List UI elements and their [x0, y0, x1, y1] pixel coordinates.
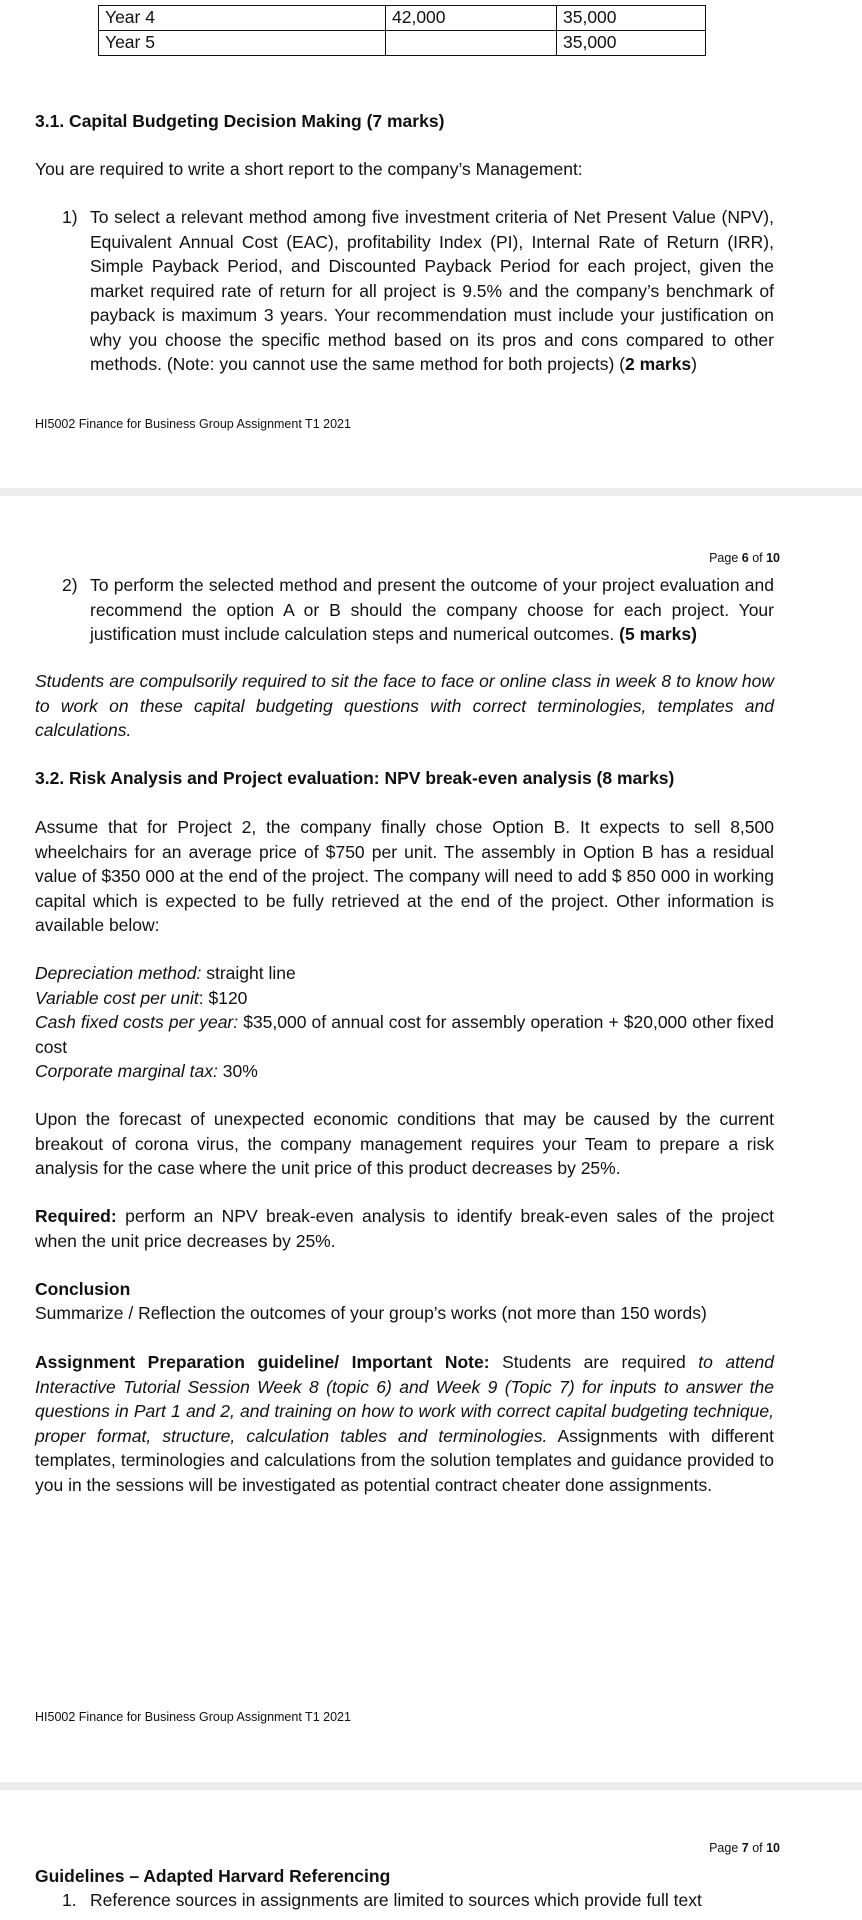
list-item-close: )	[691, 354, 697, 374]
tax-line: Corporate marginal tax: 30%	[35, 1061, 258, 1081]
section-heading-3-2: 3.2. Risk Analysis and Project evaluation: NPV break-even analysis (8 marks)	[35, 768, 675, 788]
list-number: 1)	[62, 207, 78, 227]
section-heading-3-1: 3.1. Capital Budgeting Decision Making (7 marks)	[35, 111, 445, 131]
page-7	[0, 1790, 862, 1920]
table-cell-year: Year 4	[99, 6, 386, 31]
table-cell-option-b: 35,000	[557, 6, 706, 31]
conclusion-text: Summarize / Reflection the outcomes of your group’s works (not more than 150 words)	[35, 1303, 707, 1323]
depreciation-line: Depreciation method: straight line	[35, 963, 296, 983]
referencing-item-1	[62, 1888, 774, 1913]
marks-label: 2 marks	[625, 354, 692, 374]
list-number: 2)	[62, 575, 78, 595]
marks-label: (5 marks)	[619, 624, 697, 644]
assumptions-list	[35, 961, 774, 1084]
page-footer: HI5002 Finance for Business Group Assignment T1 2021	[35, 417, 351, 431]
cash-flow-table	[98, 5, 706, 56]
students-note: Students are compulsorily required to sit the face to face or online class in week 8 to know how to work on these capital budgeting questions with correct terminologies, templates and calculations.	[35, 671, 774, 740]
table-cell-year: Year 5	[99, 31, 386, 56]
list-item-text: To select a relevant method among five investment criteria of Net Present Value (NPV), Equivalent Annual Cost (EAC), profitability Index (PI), Internal Rate of Return (IRR), Simple Payback Period, and Discounted Payback Period for each project, given the market required rate of return for all project is 9.5% and the company’s benchmark of payback is maximum 3 years. Your recommendation must include your justification on why you choose the specific method based on its pros and cons compared to other methods. (Note: you cannot use the same method for both projects) (	[90, 207, 774, 374]
scenario-paragraph: Assume that for Project 2, the company finally chose Option B. It expects to sell 8,500 wheelchairs for an average price of $750 per unit. The assembly in Option B has a residual value of $350 000 at the end of the project. The company will need to add $ 850 000 in working capital which is expected to be fully retrieved at the end of the project. Other information is available below:	[35, 817, 774, 935]
list-item-1	[62, 205, 774, 377]
list-number: 1.	[62, 1890, 77, 1910]
page-separator	[0, 1782, 862, 1790]
page-number: Page 7 of 10	[709, 1841, 780, 1855]
referencing-heading: Guidelines – Adapted Harvard Referencing	[35, 1866, 391, 1886]
conclusion-heading: Conclusion	[35, 1279, 131, 1299]
risk-paragraph: Upon the forecast of unexpected economic conditions that may be caused by the current breakout of corona virus, the company management requires your Team to prepare a risk analysis for the case where the unit price of this product decreases by 25%.	[35, 1109, 774, 1178]
list-item-text: Reference sources in assignments are limited to sources which provide full text	[90, 1890, 702, 1910]
page-separator	[0, 488, 862, 496]
table-row	[99, 31, 706, 56]
page-5	[0, 0, 862, 488]
table-cell-option-a: 42,000	[386, 6, 557, 31]
list-item-text: To perform the selected method and present the outcome of your project evaluation and recommend the option A or B should the company choose for each project. Your justification must include calculation steps and numerical outcomes.	[90, 575, 774, 644]
page-6	[0, 496, 862, 1782]
preparation-guideline: Assignment Preparation guideline/ Important Note: Students are required to attend Interactive Tutorial Session Week 8 (topic 6) and Week 9 (Topic 7) for inputs to answer the questions in Part 1 and 2, and training on how to work with correct capital budgeting technique, proper format, structure, calculation tables and terminologies. Assignments with different templates, terminologies and calculations from the solution templates and guidance provided to you in the sessions will be investigated as potential contract cheater done assignments.	[35, 1352, 774, 1495]
section-intro: You are required to write a short report to the company’s Management:	[35, 159, 583, 179]
page-footer: HI5002 Finance for Business Group Assignment T1 2021	[35, 1710, 351, 1724]
variable-cost-line: Variable cost per unit: $120	[35, 987, 248, 1008]
fixed-cost-line: Cash fixed costs per year: $35,000 of annual cost for assembly operation + $20,000 other fixed cost	[35, 1012, 775, 1057]
required-paragraph: Required: perform an NPV break-even analysis to identify break-even sales of the project when the unit price decreases by 25%.	[35, 1206, 774, 1251]
table-cell-option-b: 35,000	[557, 31, 706, 56]
table-cell-option-a	[386, 31, 557, 56]
list-item-2	[62, 573, 774, 647]
page-number: Page 6 of 10	[709, 551, 780, 565]
table-row	[99, 6, 706, 31]
